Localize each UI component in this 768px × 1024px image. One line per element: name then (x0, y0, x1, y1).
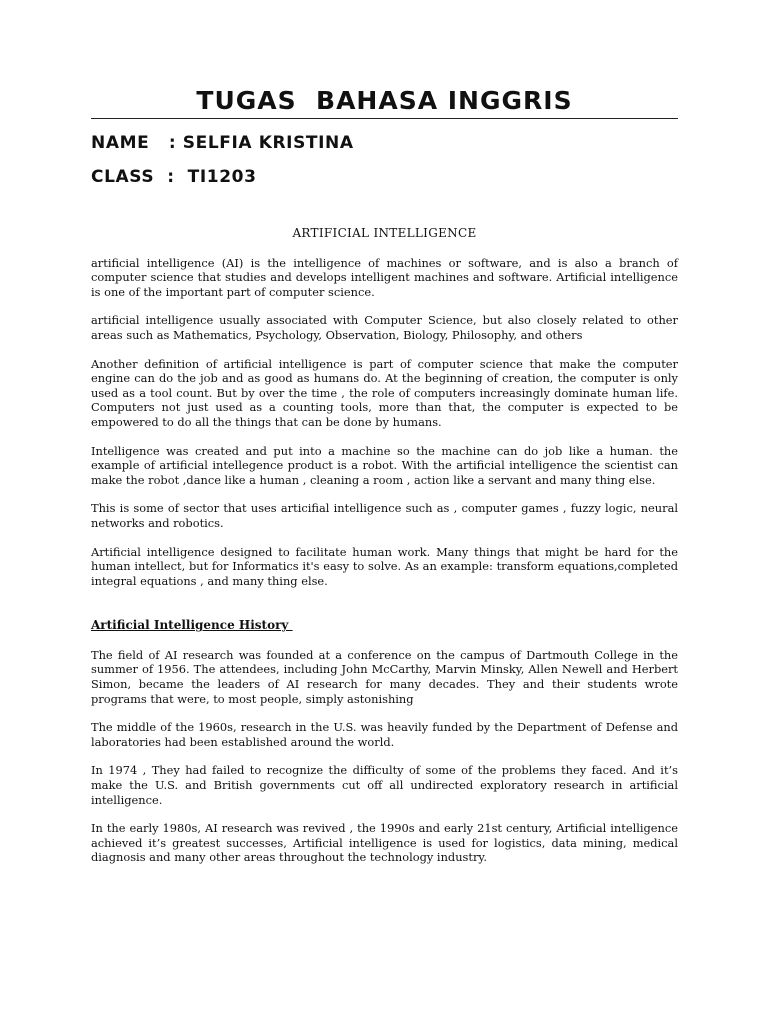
document-body (91, 226, 678, 879)
paragraph: artificial intelligence (AI) is the intelligence of machines or software, and is also a branch of computer science that studies and develops intelligent machines and software. Artificial intelligence is one of the important part of computer science. (91, 255, 678, 299)
paragraph: In 1974 , They had failed to recognize the difficulty of some of the problems they faced. And it’s make the U.S. and British governments cut off all undirected exploratory research in artificial intelligence. (91, 763, 678, 807)
paragraph: The field of AI research was founded at a conference on the campus of Dartmouth College in the summer of 1956. The attendees, including John McCarthy, Marvin Minsky, Allen Newell and Herbert Simon, became the leaders of AI research for many decades. They and their students wrote programs that were, to most people, simply astonishing (91, 647, 678, 706)
paragraph: Another definition of artificial intelligence is part of computer science that make the computer engine can do the job and as good as humans do. At the beginning of creation, the computer is only used as a tool count. But by over the time , the role of computers increasingly dominate human life. Computers not just used as a counting tools, more than that, the computer is expected to be empowered to do all the things that can be done by humans. (91, 356, 678, 429)
paragraph: The middle of the 1960s, research in the U.S. was heavily funded by the Department of Defense and laboratories had been established around the world. (91, 720, 678, 749)
title-underline-rule (91, 118, 678, 119)
paragraph: In the early 1980s, AI research was revived , the 1990s and early 21st century, Artificial intelligence achieved it’s greatest successes, Artificial intelligence is used for logistics, data mining, medical diagnosis and many other areas throughout the technology industry. (91, 821, 678, 865)
document-title: TUGAS BAHASA INGGRIS (196, 86, 573, 115)
paragraph: This is some of sector that uses articifial intelligence such as , computer games , fuzzy logic, neural networks and robotics. (91, 501, 678, 530)
section-heading-ai: ARTIFICIAL INTELLIGENCE (292, 226, 477, 240)
paragraph: artificial intelligence usually associated with Computer Science, but also closely related to other areas such as Mathematics, Psychology, Observation, Biology, Philosophy, and others (91, 313, 678, 342)
student-class-line: CLASS : TI1203 (91, 167, 257, 187)
paragraph: Artificial intelligence designed to facilitate human work. Many things that might be hard for the human intellect, but for Informatics it's easy to solve. As an example: transform equations,completed integral equations , and many thing else. (91, 544, 678, 588)
paragraph: Intelligence was created and put into a machine so the machine can do job like a human. the example of artificial intellegence product is a robot. With the artificial intelligence the scientist can make the robot ,dance like a human , cleaning a room , action like a servant and many thing else. (91, 443, 678, 487)
section-heading-history: Artificial Intelligence History (91, 618, 293, 633)
student-name-line: NAME : SELFIA KRISTINA (91, 133, 354, 153)
